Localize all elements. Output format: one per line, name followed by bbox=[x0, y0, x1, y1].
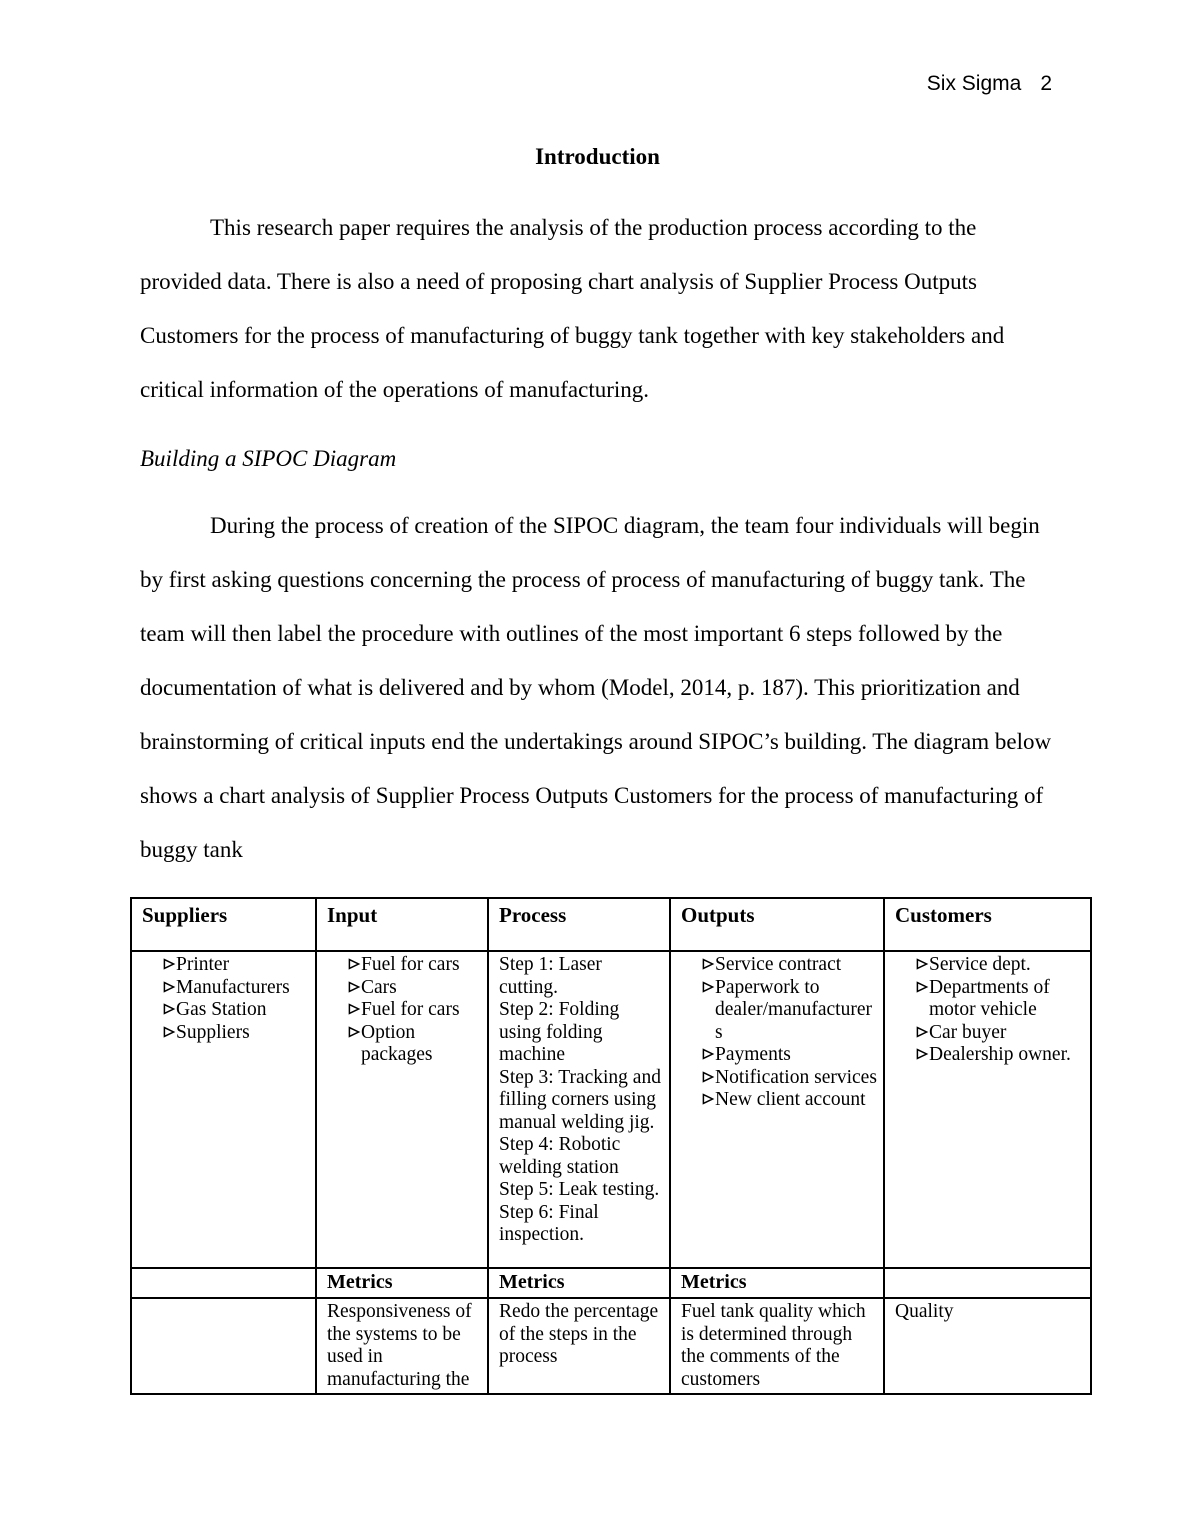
list-item bbox=[142, 977, 311, 1000]
list-item bbox=[142, 1022, 311, 1045]
sipoc-table bbox=[130, 897, 1092, 1395]
arrowhead-bullet-icon bbox=[895, 980, 929, 994]
list-item bbox=[327, 1022, 483, 1067]
list-item-label: Printer bbox=[176, 954, 230, 975]
metrics-value-process: Redo the percentage of the steps in the process bbox=[488, 1298, 670, 1394]
list-item-label: Service contract bbox=[715, 954, 842, 975]
metrics-empty-cell bbox=[884, 1268, 1091, 1298]
running-head-title: Six Sigma bbox=[926, 72, 1022, 95]
metrics-value-outputs: Fuel tank quality which is determined through the comments of the customers bbox=[670, 1298, 884, 1394]
column-header-process: Process bbox=[488, 898, 670, 951]
list-item-label: Dealership owner. bbox=[929, 1044, 1071, 1065]
metrics-label-input: Metrics bbox=[316, 1268, 488, 1298]
process-step: Step 6: Final inspection. bbox=[499, 1201, 599, 1245]
arrowhead-bullet-icon bbox=[142, 1025, 176, 1039]
arrowhead-bullet-icon bbox=[895, 1047, 929, 1061]
list-item bbox=[681, 1089, 879, 1112]
arrowhead-bullet-icon bbox=[327, 1002, 361, 1016]
arrowhead-bullet-icon bbox=[681, 957, 715, 971]
list-item bbox=[142, 954, 311, 977]
customers-cell bbox=[884, 951, 1091, 1268]
paragraph-2: During the process of creation of the SIPOC diagram, the team four individuals will begin by first asking questions concerning the process of process of manufacturing of buggy tank. The team will then label the procedure with outlines of the most important 6 steps followed by the documentation of what is delivered and by whom (Model, 2014, p. 187). This prioritization and brainstorming of critical inputs end the undertakings around SIPOC’s building. The diagram below shows a chart analysis of Supplier Process Outputs Customers for the process of manufacturing of buggy tank bbox=[140, 513, 1052, 862]
arrowhead-bullet-icon bbox=[142, 957, 176, 971]
column-header-customers: Customers bbox=[884, 898, 1091, 951]
list-item bbox=[895, 977, 1086, 1022]
page-number: 2 bbox=[1040, 72, 1052, 95]
arrowhead-bullet-icon bbox=[895, 1025, 929, 1039]
list-item bbox=[327, 977, 483, 1000]
list-item bbox=[895, 1022, 1086, 1045]
list-item-label: Fuel for cars bbox=[361, 999, 460, 1020]
section-heading-introduction: Introduction bbox=[535, 144, 660, 169]
arrowhead-bullet-icon bbox=[327, 980, 361, 994]
arrowhead-bullet-icon bbox=[327, 1025, 361, 1039]
list-item bbox=[142, 999, 311, 1022]
list-item bbox=[327, 999, 483, 1022]
process-step: Step 2: Folding using folding machine bbox=[499, 999, 620, 1065]
list-item-label: Manufacturers bbox=[176, 976, 290, 998]
list-item bbox=[681, 977, 879, 1045]
arrowhead-bullet-icon bbox=[142, 980, 176, 994]
list-item bbox=[681, 1044, 879, 1067]
input-cell bbox=[316, 951, 488, 1268]
paragraph-1: This research paper requires the analysis of the production process according to the provided data. There is also a need of proposing chart analysis of Supplier Process Outputs Customers for the process of manufacturing of buggy tank together with key stakeholders and critical information of the operations of manufacturing. bbox=[140, 215, 1005, 402]
arrowhead-bullet-icon bbox=[681, 980, 715, 994]
arrowhead-bullet-icon bbox=[142, 1002, 176, 1016]
list-item bbox=[681, 1067, 879, 1090]
list-item-label: Notification services bbox=[715, 1066, 877, 1088]
list-item bbox=[681, 954, 879, 977]
process-step: Step 3: Tracking and filling corners using manual welding jig. bbox=[499, 1066, 661, 1133]
metrics-value-input: Responsiveness of the systems to be used in manufacturing the bbox=[316, 1298, 488, 1394]
subheading-building-sipoc-diagram: Building a SIPOC Diagram bbox=[140, 446, 397, 471]
table-body-row bbox=[131, 951, 1091, 1268]
metrics-label-outputs: Metrics bbox=[670, 1268, 884, 1298]
list-item bbox=[327, 954, 483, 977]
process-step: Step 4: Robotic welding station bbox=[499, 1134, 621, 1178]
list-item-label: Paperwork to dealer/manufacturers bbox=[715, 976, 872, 1043]
list-item bbox=[895, 954, 1086, 977]
column-header-suppliers: Suppliers bbox=[131, 898, 316, 951]
arrowhead-bullet-icon bbox=[681, 1070, 715, 1084]
running-head bbox=[927, 72, 1052, 96]
document-body bbox=[140, 118, 1071, 1395]
list-item-label: Service dept. bbox=[929, 954, 1031, 975]
column-header-outputs: Outputs bbox=[670, 898, 884, 951]
process-step: Step 1: Laser cutting. bbox=[499, 954, 602, 998]
list-item-label: Suppliers bbox=[176, 1021, 250, 1043]
process-step: Step 5: Leak testing. bbox=[499, 1179, 660, 1200]
list-item-label: Departments of motor vehicle bbox=[929, 976, 1050, 1020]
process-cell bbox=[488, 951, 670, 1268]
list-item bbox=[895, 1044, 1086, 1067]
metrics-empty-cell bbox=[131, 1268, 316, 1298]
list-item-label: Option packages bbox=[361, 1021, 433, 1065]
metrics-label-process: Metrics bbox=[488, 1268, 670, 1298]
list-item-label: Gas Station bbox=[176, 999, 267, 1020]
suppliers-cell bbox=[131, 951, 316, 1268]
list-item-label: Fuel for cars bbox=[361, 954, 460, 975]
list-item-label: Payments bbox=[715, 1044, 791, 1065]
arrowhead-bullet-icon bbox=[327, 957, 361, 971]
metrics-values-row bbox=[131, 1298, 1091, 1394]
list-item-label: New client account bbox=[715, 1089, 866, 1110]
arrowhead-bullet-icon bbox=[895, 957, 929, 971]
metrics-label-row bbox=[131, 1268, 1091, 1298]
arrowhead-bullet-icon bbox=[681, 1092, 715, 1106]
list-item-label: Car buyer bbox=[929, 1021, 1007, 1043]
arrowhead-bullet-icon bbox=[681, 1047, 715, 1061]
list-item-label: Cars bbox=[361, 976, 397, 998]
outputs-cell bbox=[670, 951, 884, 1268]
column-header-input: Input bbox=[316, 898, 488, 951]
metrics-value-suppliers bbox=[131, 1298, 316, 1394]
table-header-row bbox=[131, 898, 1091, 951]
metrics-value-customers: Quality bbox=[884, 1298, 1091, 1394]
